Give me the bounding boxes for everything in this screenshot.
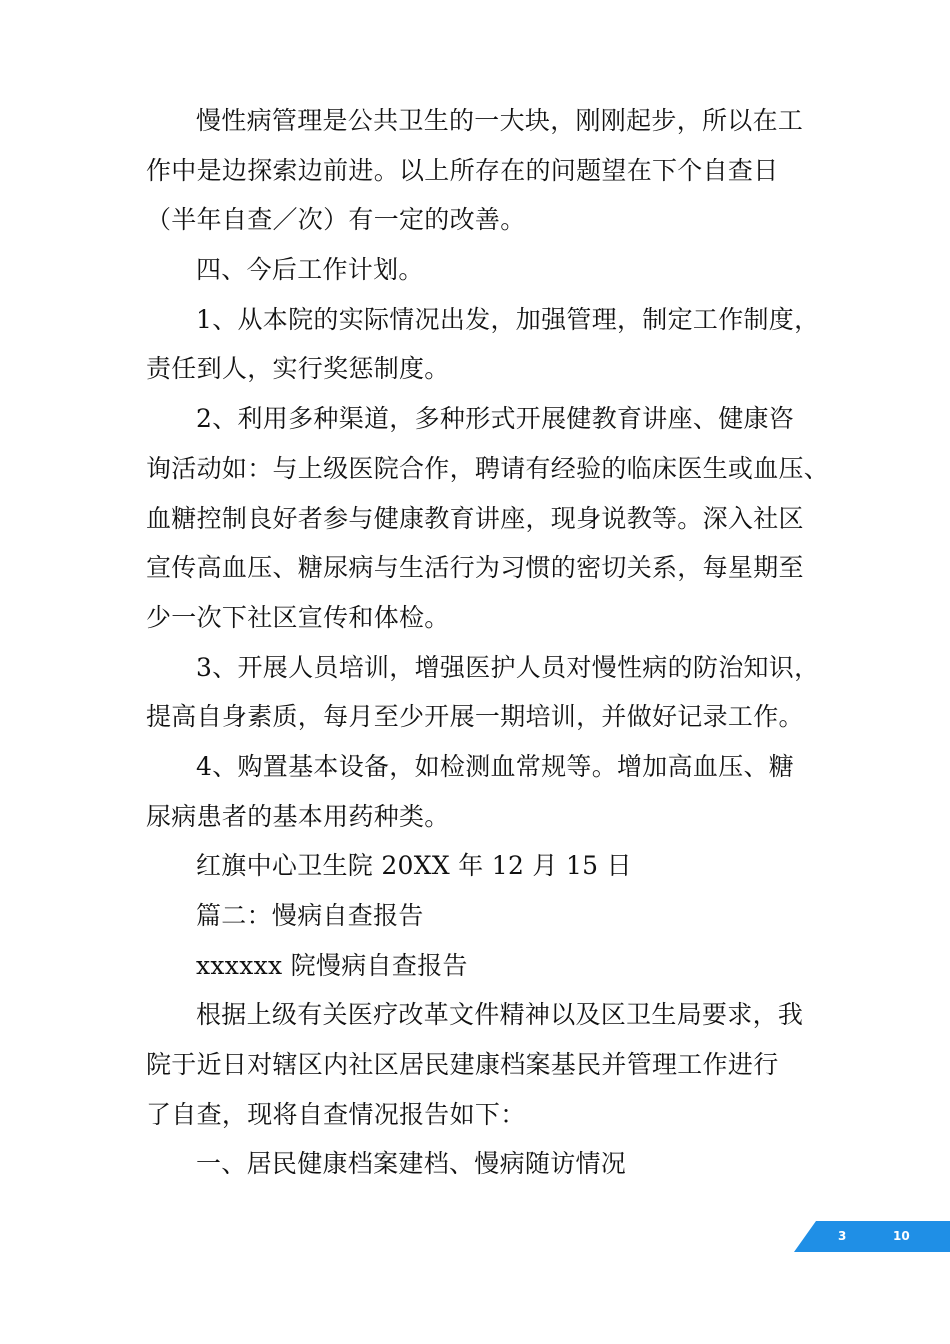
section-heading: 一、居民健康档案建档、慢病随访情况 — [196, 1149, 627, 1179]
paragraph-line: 根据上级有关医疗改革文件精神以及区卫生局要求，我 — [196, 1000, 804, 1030]
paragraph-line: 少一次下社区宣传和体检。 — [146, 602, 450, 632]
paragraph-line: 宣传高血压、糖尿病与生活行为习惯的密切关系，每星期至 — [146, 553, 804, 583]
paragraph-line: 责任到人，实行奖惩制度。 — [146, 354, 450, 384]
section-heading: 四、今后工作计划。 — [196, 255, 424, 285]
paragraph-line: 询活动如：与上级医院合作，聘请有经验的临床医生或血压、 — [146, 453, 830, 483]
report-title: xxxxxx 院慢病自查报告 — [196, 950, 468, 980]
paragraph-line: 提高自身素质，每月至少开展一期培训，并做好记录工作。 — [146, 702, 804, 732]
paragraph-line: 院于近日对辖区内社区居民建康档案基民并管理工作进行 — [146, 1050, 779, 1080]
page-indicator — [794, 1221, 950, 1252]
paragraph-line: 3、开展人员培训，增强医护人员对慢性病的防治知识， — [196, 652, 820, 682]
paragraph-line: 尿病患者的基本用药种类。 — [146, 801, 450, 831]
total-pages-number: 10 — [893, 1229, 910, 1243]
current-page-number: 3 — [838, 1229, 847, 1243]
document-body — [146, 96, 830, 1189]
page-indicator-background — [794, 1221, 950, 1252]
signature-line: 红旗中心卫生院 20XX 年 12 月 15 日 — [196, 851, 632, 881]
paragraph-line: 作中是边探索边前进。以上所存在的问题望在下个自查日 — [146, 155, 779, 185]
paragraph-line: （半年自查／次）有一定的改善。 — [146, 205, 526, 235]
paragraph-line: 1、从本院的实际情况出发，加强管理，制定工作制度， — [196, 304, 820, 334]
section-title: 篇二：慢病自查报告 — [196, 901, 424, 930]
paragraph-line: 了自查，现将自查情况报告如下： — [146, 1099, 526, 1129]
paragraph-line: 慢性病管理是公共卫生的一大块，刚刚起步，所以在工 — [196, 106, 804, 135]
paragraph-line: 血糖控制良好者参与健康教育讲座，现身说教等。深入社区 — [146, 503, 804, 533]
paragraph-line: 4、购置基本设备，如检测血常规等。增加高血压、糖 — [196, 751, 795, 781]
paragraph-line: 2、利用多种渠道，多种形式开展健教育讲座、健康咨 — [196, 404, 795, 434]
